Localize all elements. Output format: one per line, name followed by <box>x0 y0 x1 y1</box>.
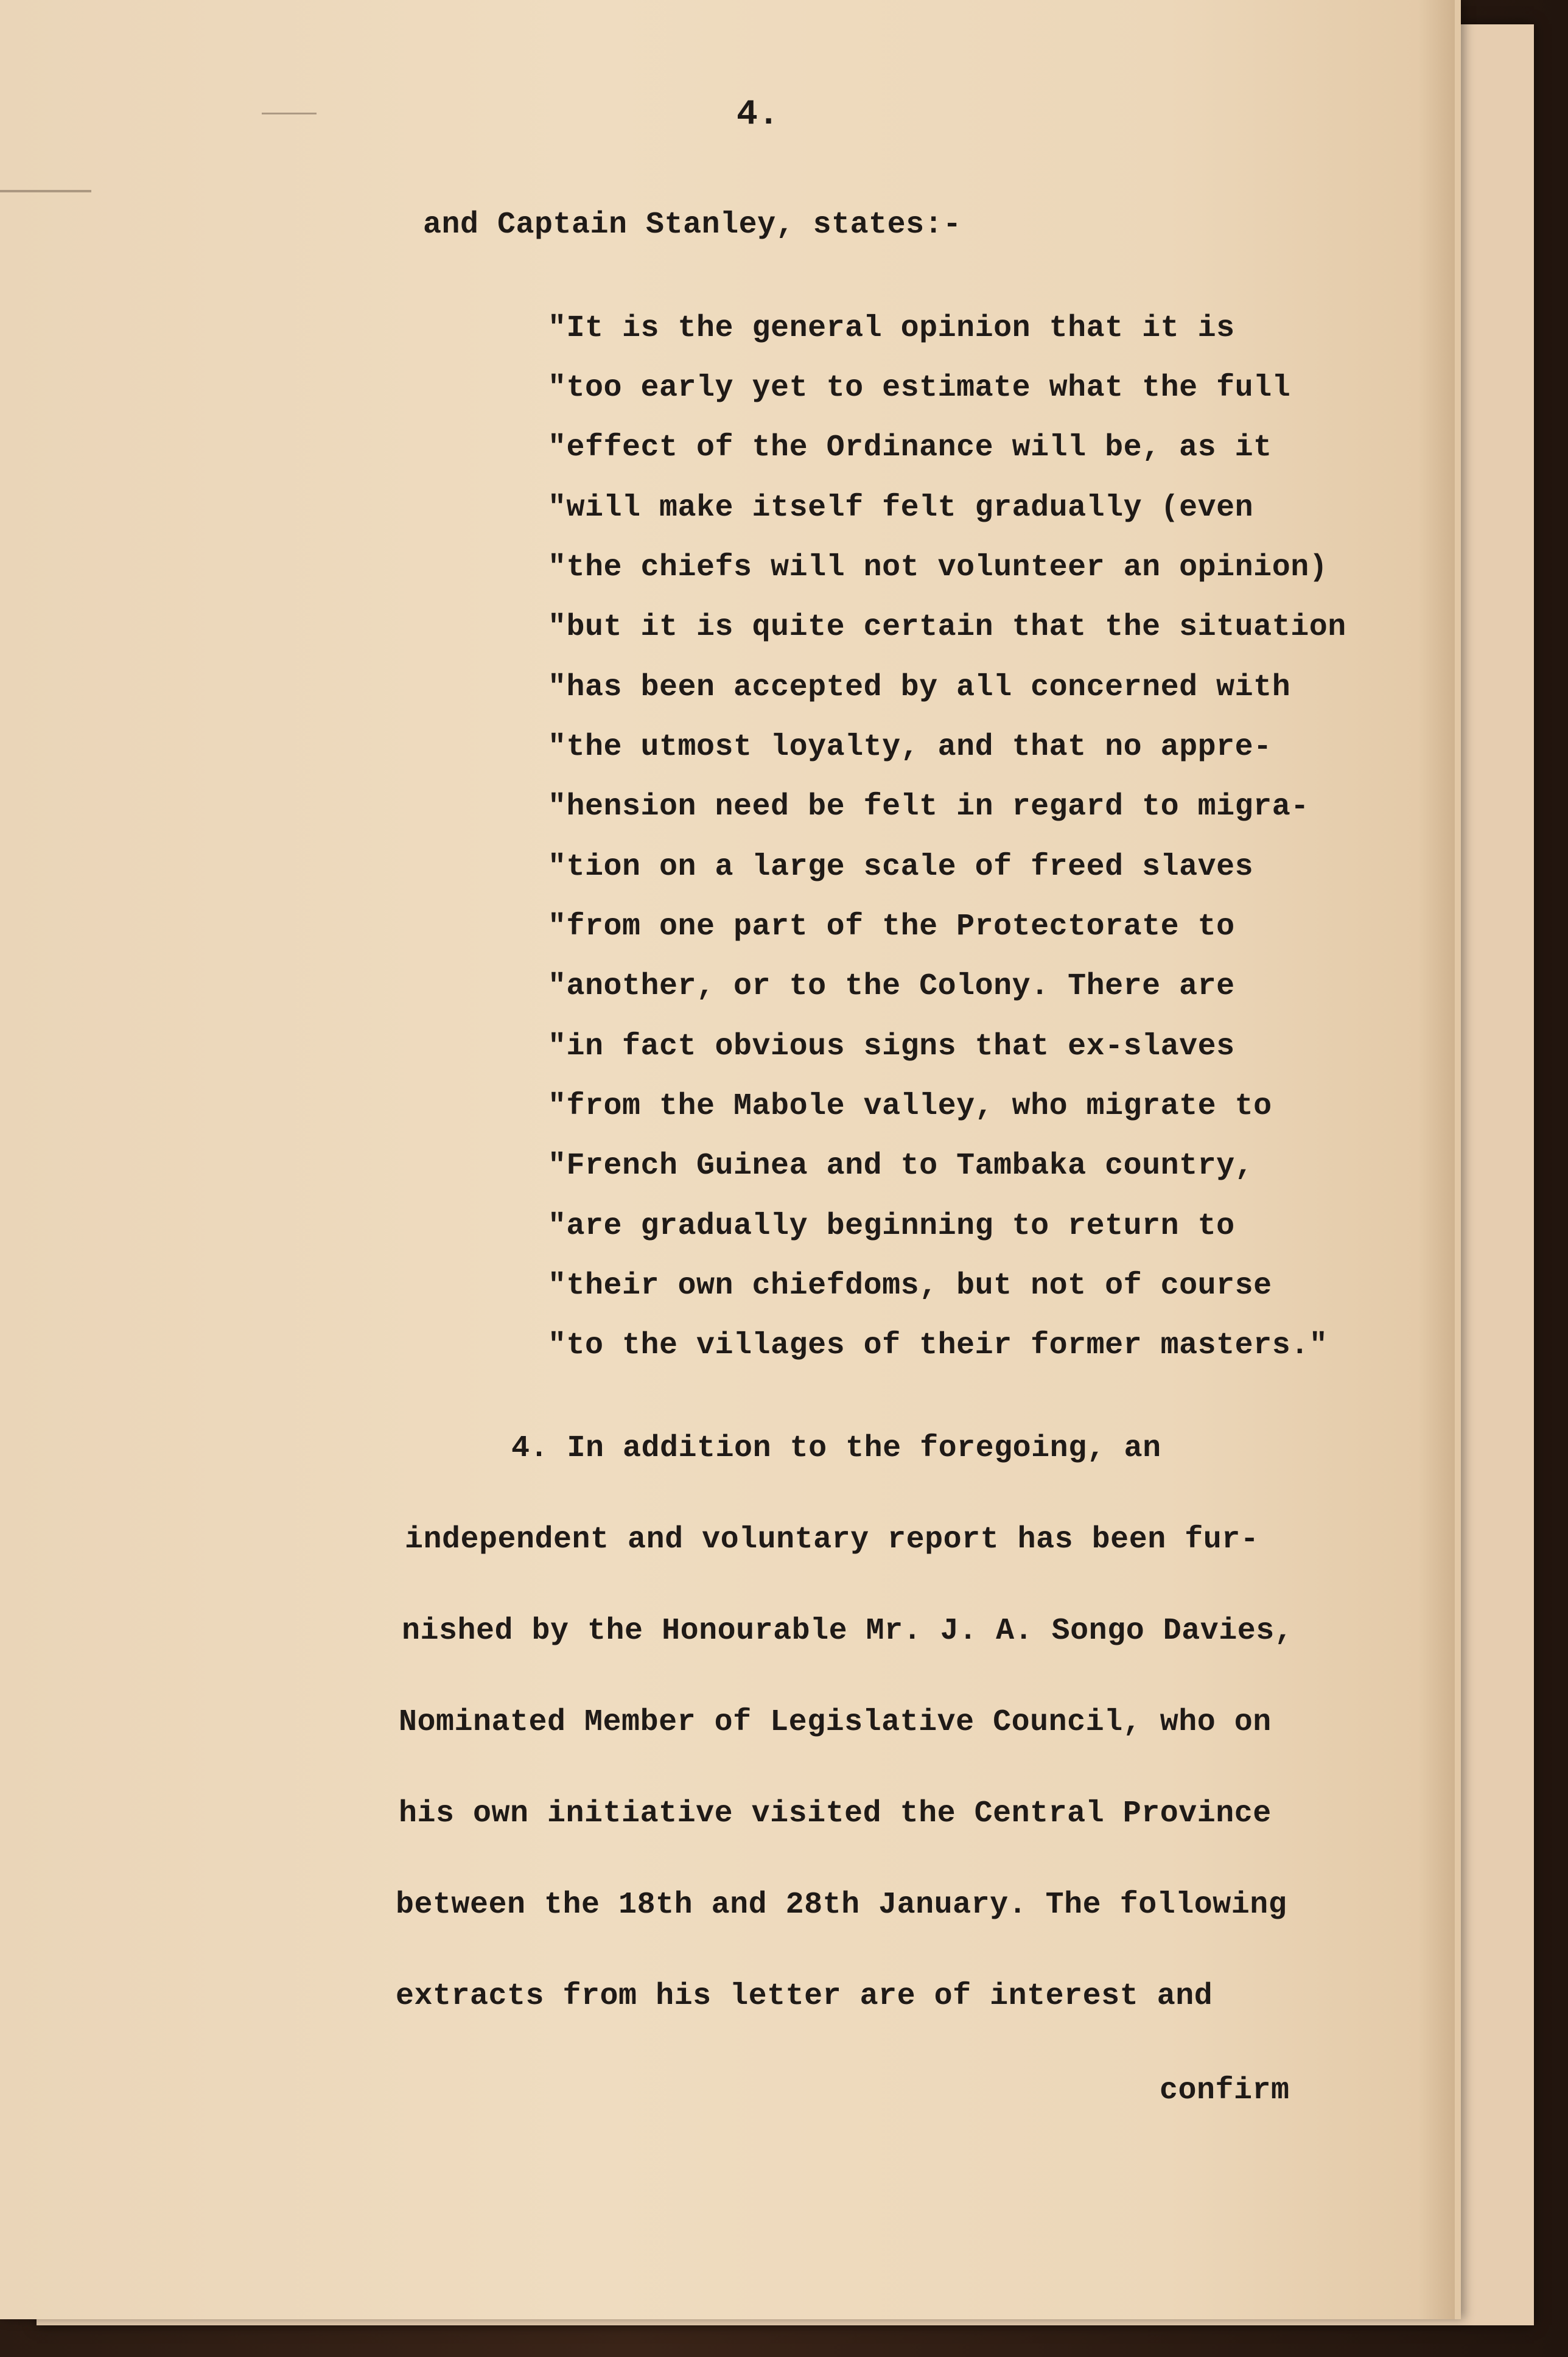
quote-line: "tion on a large scale of freed slaves <box>548 850 1254 884</box>
quote-line: "from one part of the Protectorate to <box>548 909 1235 944</box>
quote-line: "another, or to the Colony. There are <box>548 969 1235 1004</box>
quote-line: "hension need be felt in regard to migra- <box>548 790 1309 824</box>
page-number: 4. <box>737 95 780 135</box>
quote-line: "but it is quite certain that the situation <box>548 610 1346 645</box>
quote-line: "their own chiefdoms, but not of course <box>548 1269 1272 1303</box>
page-edge-shadow <box>1418 0 1455 2319</box>
pencil-mark <box>262 113 317 114</box>
paragraph-line: between the 18th and 28th January. The following <box>396 1888 1287 1922</box>
quote-line: "from the Mabole valley, who migrate to <box>548 1089 1272 1124</box>
paragraph-line: extracts from his letter are of interest and <box>396 1979 1213 2014</box>
quote-line: "has been accepted by all concerned with <box>548 670 1291 705</box>
paragraph-line: his own initiative visited the Central Province <box>399 1796 1272 1831</box>
quote-line: "will make itself felt gradually (even <box>548 491 1254 525</box>
quote-line: "too early yet to estimate what the full <box>548 371 1291 405</box>
intro-line: and Captain Stanley, states:- <box>423 208 962 242</box>
paragraph-line: independent and voluntary report has been fur- <box>405 1522 1259 1557</box>
quote-line: "effect of the Ordinance will be, as it <box>548 430 1272 465</box>
quote-line: "the utmost loyalty, and that no appre- <box>548 730 1272 765</box>
paragraph-line: Nominated Member of Legislative Council, who on <box>399 1705 1272 1740</box>
quote-line: "are gradually beginning to return to <box>548 1209 1235 1244</box>
paragraph-line: nished by the Honourable Mr. J. A. Songo Davies, <box>402 1614 1293 1648</box>
quote-line: "It is the general opinion that it is <box>548 311 1235 346</box>
catchword: confirm <box>1160 2073 1290 2108</box>
quote-line: "the chiefs will not volunteer an opinion) <box>548 550 1328 585</box>
quote-line: "French Guinea and to Tambaka country, <box>548 1149 1254 1183</box>
paragraph-line: 4. In addition to the foregoing, an <box>511 1431 1161 1466</box>
quote-line: "in fact obvious signs that ex-slaves <box>548 1029 1235 1064</box>
pencil-mark <box>0 190 91 192</box>
quote-line: "to the villages of their former masters." <box>548 1328 1328 1363</box>
